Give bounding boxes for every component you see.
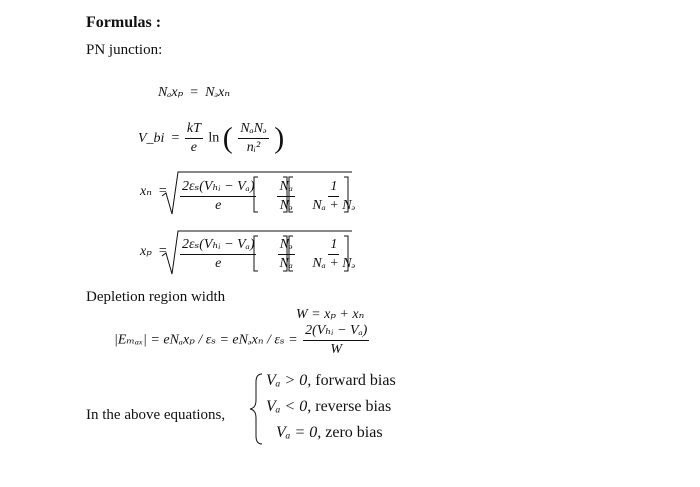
eq3-lhs: xₙ (140, 184, 152, 199)
condition-reverse-desc: reverse bias (315, 398, 392, 415)
eq3-f3-num: 1 (328, 179, 339, 197)
eq2-den: e (190, 140, 197, 155)
condition-forward (266, 372, 396, 390)
depletion-heading: Depletion region width (86, 289, 226, 305)
eq4-bracket-left-icon (254, 236, 258, 271)
condition-reverse-expr: Vₐ < 0, (266, 398, 312, 415)
eq2-num: kT (185, 121, 203, 139)
eq3-bracket-right-icon (283, 177, 287, 212)
eq1-rhs: Nₔxₙ (205, 85, 231, 100)
condition-zero-expr: Vₐ = 0, (276, 424, 322, 441)
conditions-label: In the above equations, (86, 407, 226, 423)
eq4-f2-num: Nₔ (278, 237, 295, 255)
eq6-den: W (330, 342, 343, 357)
eq2-inner-num: NₐNₔ (238, 121, 268, 139)
eq3-f1-num: 2εₛ(Vₕᵢ − Vₐ) (180, 178, 256, 197)
pn-junction-heading: PN junction: (86, 42, 163, 58)
eq4-f3-den: Nₐ + Nₔ (312, 255, 356, 271)
eq6-num: 2(Vₕᵢ − Vₐ) (303, 322, 369, 341)
eq3-f2-den: Nₔ (279, 197, 293, 213)
eq3-bracket-left-icon (254, 177, 258, 212)
equation-max-field (114, 322, 371, 358)
eq4-bracket2-right-icon (344, 236, 348, 271)
page-title: Formulas : (86, 14, 162, 31)
conditions-brace-icon (250, 374, 262, 444)
equation-built-in-voltage: V_bi = $\frac{kT}{e}$ ln ( $\frac{\text{NₐNₔ}}{\text{nᵢ²}}$ ) (138, 121, 285, 155)
eq3-f2-num: Nₐ (277, 179, 294, 197)
equation-depletion-width: W = xₚ + xₙ (296, 307, 365, 322)
equation-xn: xₙ = (140, 183, 171, 199)
condition-forward-desc: forward bias (315, 372, 396, 389)
condition-zero-desc: zero bias (325, 424, 383, 441)
eq4-f2-den: Nₐ (279, 255, 293, 271)
eq3-radical-icon (162, 172, 352, 214)
condition-zero (276, 424, 383, 442)
eq2-inner-den: nᵢ² (246, 140, 261, 155)
eq4-f1-num: 2εₛ(Vₕᵢ − Vₐ) (180, 236, 256, 255)
eq4-f1-den: e (215, 256, 222, 271)
eq4-bracket-right-icon (283, 236, 287, 271)
eq6-lhs: |Eₘₐₓ| = eNₐxₚ / εₛ = eNₔxₙ / εₛ = (114, 332, 298, 348)
eq4-bracket2-left-icon (289, 236, 293, 271)
eq3-f3-den: Nₐ + Nₔ (312, 197, 356, 213)
eq4-radical-icon (162, 231, 352, 274)
eq2-lhs: V_bi (138, 130, 165, 146)
eq1-lhs: Nₐxₚ (158, 85, 184, 100)
eq4-f3-num: 1 (328, 237, 339, 255)
condition-forward-expr: Vₐ > 0, (266, 372, 312, 389)
eq4-lhs: xₚ (140, 244, 152, 259)
eq2-ln: ln (208, 130, 220, 146)
equation-charge-neutrality: Nₐxₚ = Nₔxₙ (158, 85, 231, 100)
equation-xp: xₚ = (140, 243, 171, 259)
eq3-f1-den: e (215, 198, 222, 213)
eq3-bracket2-left-icon (289, 177, 293, 212)
eq3-bracket2-right-icon (344, 177, 348, 212)
condition-reverse (266, 398, 391, 416)
